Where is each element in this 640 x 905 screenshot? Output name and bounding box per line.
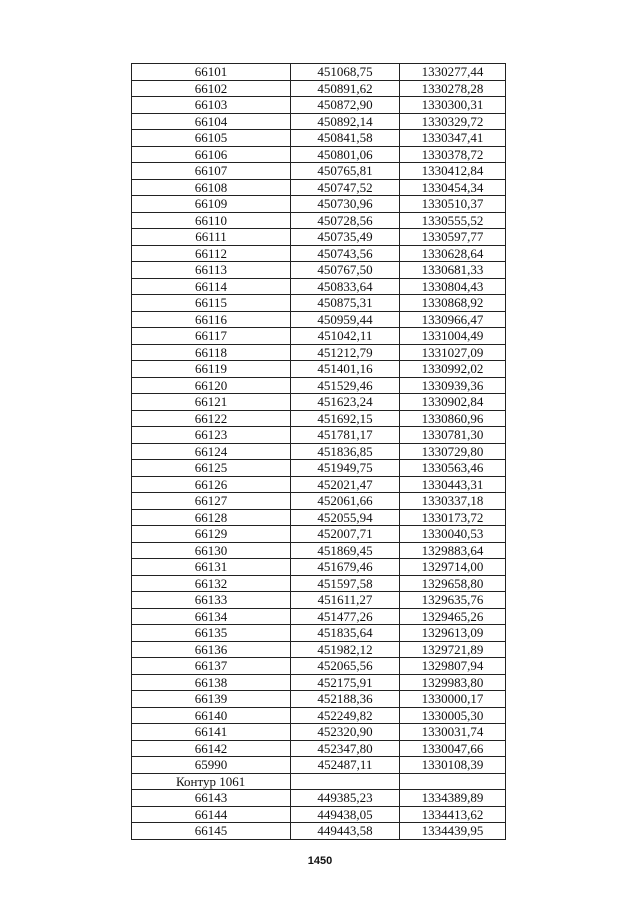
y-coordinate-cell: 1330108,39	[400, 757, 506, 774]
x-coordinate-cell	[291, 773, 400, 790]
table-row	[132, 608, 506, 625]
point-number-cell: 66125	[132, 460, 291, 477]
x-coordinate-cell: 451597,58	[291, 575, 400, 592]
table-row	[132, 311, 506, 328]
y-coordinate-cell: 1330563,46	[400, 460, 506, 477]
table-row	[132, 823, 506, 840]
point-number-cell: 66115	[132, 295, 291, 312]
x-coordinate-cell: 449443,58	[291, 823, 400, 840]
x-coordinate-cell: 450728,56	[291, 212, 400, 229]
point-number-cell: 66124	[132, 443, 291, 460]
point-number-cell: 66121	[132, 394, 291, 411]
y-coordinate-cell: 1330047,66	[400, 740, 506, 757]
y-coordinate-cell: 1331027,09	[400, 344, 506, 361]
point-number-cell: 66116	[132, 311, 291, 328]
y-coordinate-cell: 1329658,80	[400, 575, 506, 592]
y-coordinate-cell: 1330000,17	[400, 691, 506, 708]
table-row	[132, 113, 506, 130]
y-coordinate-cell: 1330173,72	[400, 509, 506, 526]
table-row	[132, 707, 506, 724]
table-row	[132, 410, 506, 427]
point-number-cell: 66110	[132, 212, 291, 229]
y-coordinate-cell: 1330510,37	[400, 196, 506, 213]
x-coordinate-cell: 452320,90	[291, 724, 400, 741]
x-coordinate-cell: 452065,56	[291, 658, 400, 675]
table-row	[132, 328, 506, 345]
table-row	[132, 740, 506, 757]
x-coordinate-cell: 450833,64	[291, 278, 400, 295]
y-coordinate-cell: 1330378,72	[400, 146, 506, 163]
table-row	[132, 460, 506, 477]
x-coordinate-cell: 451836,85	[291, 443, 400, 460]
point-number-cell: 66143	[132, 790, 291, 807]
point-number-cell: 66123	[132, 427, 291, 444]
table-row	[132, 658, 506, 675]
y-coordinate-cell: 1329721,89	[400, 641, 506, 658]
y-coordinate-cell: 1330992,02	[400, 361, 506, 378]
y-coordinate-cell: 1330804,43	[400, 278, 506, 295]
table-row	[132, 394, 506, 411]
y-coordinate-cell: 1330597,77	[400, 229, 506, 246]
table-row	[132, 163, 506, 180]
point-number-cell: 66101	[132, 64, 291, 81]
x-coordinate-cell: 452055,94	[291, 509, 400, 526]
y-coordinate-cell: 1330729,80	[400, 443, 506, 460]
point-number-cell: 66136	[132, 641, 291, 658]
point-number-cell: 66113	[132, 262, 291, 279]
x-coordinate-cell: 451477,26	[291, 608, 400, 625]
section-label-cell: Контур 1061	[132, 773, 291, 790]
table-row	[132, 559, 506, 576]
y-coordinate-cell: 1330443,31	[400, 476, 506, 493]
x-coordinate-cell: 450801,06	[291, 146, 400, 163]
y-coordinate-cell: 1330412,84	[400, 163, 506, 180]
y-coordinate-cell: 1330337,18	[400, 493, 506, 510]
y-coordinate-cell: 1330860,96	[400, 410, 506, 427]
table-row	[132, 97, 506, 114]
x-coordinate-cell: 450747,52	[291, 179, 400, 196]
point-number-cell: 66119	[132, 361, 291, 378]
point-number-cell: 66139	[132, 691, 291, 708]
x-coordinate-cell: 452061,66	[291, 493, 400, 510]
point-number-cell: 66107	[132, 163, 291, 180]
x-coordinate-cell: 449385,23	[291, 790, 400, 807]
page-number: 1450	[307, 855, 333, 867]
table-row	[132, 361, 506, 378]
point-number-cell: 66131	[132, 559, 291, 576]
y-coordinate-cell: 1330966,47	[400, 311, 506, 328]
point-number-cell: 66133	[132, 592, 291, 609]
y-coordinate-cell: 1334439,95	[400, 823, 506, 840]
x-coordinate-cell: 451692,15	[291, 410, 400, 427]
point-number-cell: 66114	[132, 278, 291, 295]
table-row	[132, 592, 506, 609]
x-coordinate-cell: 451781,17	[291, 427, 400, 444]
point-number-cell: 66120	[132, 377, 291, 394]
y-coordinate-cell: 1330681,33	[400, 262, 506, 279]
x-coordinate-cell: 451679,46	[291, 559, 400, 576]
table-row	[132, 344, 506, 361]
point-number-cell: 66109	[132, 196, 291, 213]
y-coordinate-cell: 1330902,84	[400, 394, 506, 411]
table-row	[132, 509, 506, 526]
point-number-cell: 66134	[132, 608, 291, 625]
y-coordinate-cell: 1330555,52	[400, 212, 506, 229]
y-coordinate-cell: 1331004,49	[400, 328, 506, 345]
x-coordinate-cell: 450875,31	[291, 295, 400, 312]
y-coordinate-cell: 1330005,30	[400, 707, 506, 724]
point-number-cell: 66105	[132, 130, 291, 147]
table-row	[132, 130, 506, 147]
x-coordinate-cell: 452347,80	[291, 740, 400, 757]
point-number-cell: 66140	[132, 707, 291, 724]
table-row	[132, 493, 506, 510]
table-row	[132, 641, 506, 658]
point-number-cell: 66122	[132, 410, 291, 427]
point-number-cell: 66132	[132, 575, 291, 592]
table-row	[132, 724, 506, 741]
coordinates-table	[131, 63, 506, 840]
point-number-cell: 66135	[132, 625, 291, 642]
x-coordinate-cell: 451068,75	[291, 64, 400, 81]
point-number-cell: 66128	[132, 509, 291, 526]
y-coordinate-cell: 1329465,26	[400, 608, 506, 625]
coordinates-table-body	[132, 64, 506, 840]
point-number-cell: 66142	[132, 740, 291, 757]
x-coordinate-cell: 451611,27	[291, 592, 400, 609]
x-coordinate-cell: 451623,24	[291, 394, 400, 411]
point-number-cell: 66145	[132, 823, 291, 840]
table-row	[132, 427, 506, 444]
table-row	[132, 80, 506, 97]
x-coordinate-cell: 451982,12	[291, 641, 400, 658]
y-coordinate-cell: 1330278,28	[400, 80, 506, 97]
table-row	[132, 278, 506, 295]
table-row	[132, 806, 506, 823]
x-coordinate-cell: 451949,75	[291, 460, 400, 477]
y-coordinate-cell: 1330031,74	[400, 724, 506, 741]
x-coordinate-cell: 450841,58	[291, 130, 400, 147]
table-row	[132, 179, 506, 196]
table-row	[132, 575, 506, 592]
point-number-cell: 66106	[132, 146, 291, 163]
x-coordinate-cell: 452249,82	[291, 707, 400, 724]
table-row	[132, 790, 506, 807]
point-number-cell: 66127	[132, 493, 291, 510]
x-coordinate-cell: 451529,46	[291, 377, 400, 394]
x-coordinate-cell: 451212,79	[291, 344, 400, 361]
table-row	[132, 196, 506, 213]
y-coordinate-cell	[400, 773, 506, 790]
table-row	[132, 212, 506, 229]
table-row	[132, 64, 506, 81]
point-number-cell: 66130	[132, 542, 291, 559]
y-coordinate-cell: 1330300,31	[400, 97, 506, 114]
table-row	[132, 262, 506, 279]
x-coordinate-cell: 452021,47	[291, 476, 400, 493]
x-coordinate-cell: 451401,16	[291, 361, 400, 378]
y-coordinate-cell: 1329883,64	[400, 542, 506, 559]
y-coordinate-cell: 1329983,80	[400, 674, 506, 691]
x-coordinate-cell: 450765,81	[291, 163, 400, 180]
y-coordinate-cell: 1330939,36	[400, 377, 506, 394]
y-coordinate-cell: 1330329,72	[400, 113, 506, 130]
table-row	[132, 674, 506, 691]
point-number-cell: 66118	[132, 344, 291, 361]
y-coordinate-cell: 1330628,64	[400, 245, 506, 262]
y-coordinate-cell: 1329714,00	[400, 559, 506, 576]
table-row	[132, 625, 506, 642]
table-row	[132, 526, 506, 543]
table-row	[132, 757, 506, 774]
point-number-cell: 66126	[132, 476, 291, 493]
y-coordinate-cell: 1330040,53	[400, 526, 506, 543]
table-row	[132, 377, 506, 394]
point-number-cell: 66137	[132, 658, 291, 675]
y-coordinate-cell: 1330868,92	[400, 295, 506, 312]
point-number-cell: 66104	[132, 113, 291, 130]
y-coordinate-cell: 1330781,30	[400, 427, 506, 444]
x-coordinate-cell: 450891,62	[291, 80, 400, 97]
point-number-cell: 66117	[132, 328, 291, 345]
x-coordinate-cell: 452175,91	[291, 674, 400, 691]
point-number-cell: 66129	[132, 526, 291, 543]
y-coordinate-cell: 1330454,34	[400, 179, 506, 196]
table-row	[132, 229, 506, 246]
x-coordinate-cell: 450730,96	[291, 196, 400, 213]
point-number-cell: 66108	[132, 179, 291, 196]
point-number-cell: 66103	[132, 97, 291, 114]
point-number-cell: 66112	[132, 245, 291, 262]
y-coordinate-cell: 1334413,62	[400, 806, 506, 823]
table-row	[132, 295, 506, 312]
table-row	[132, 245, 506, 262]
y-coordinate-cell: 1329613,09	[400, 625, 506, 642]
x-coordinate-cell: 450959,44	[291, 311, 400, 328]
x-coordinate-cell: 450872,90	[291, 97, 400, 114]
x-coordinate-cell: 452007,71	[291, 526, 400, 543]
x-coordinate-cell: 451042,11	[291, 328, 400, 345]
x-coordinate-cell: 450743,56	[291, 245, 400, 262]
x-coordinate-cell: 451869,45	[291, 542, 400, 559]
y-coordinate-cell: 1329635,76	[400, 592, 506, 609]
table-row	[132, 146, 506, 163]
x-coordinate-cell: 452487,11	[291, 757, 400, 774]
point-number-cell: 66141	[132, 724, 291, 741]
table-row	[132, 542, 506, 559]
y-coordinate-cell: 1329807,94	[400, 658, 506, 675]
x-coordinate-cell: 452188,36	[291, 691, 400, 708]
x-coordinate-cell: 449438,05	[291, 806, 400, 823]
point-number-cell: 66102	[132, 80, 291, 97]
y-coordinate-cell: 1330277,44	[400, 64, 506, 81]
point-number-cell: 66138	[132, 674, 291, 691]
table-row	[132, 476, 506, 493]
table-row	[132, 691, 506, 708]
y-coordinate-cell: 1330347,41	[400, 130, 506, 147]
x-coordinate-cell: 450735,49	[291, 229, 400, 246]
y-coordinate-cell: 1334389,89	[400, 790, 506, 807]
x-coordinate-cell: 451835,64	[291, 625, 400, 642]
section-header-row	[132, 773, 506, 790]
point-number-cell: 66111	[132, 229, 291, 246]
x-coordinate-cell: 450892,14	[291, 113, 400, 130]
point-number-cell: 66144	[132, 806, 291, 823]
x-coordinate-cell: 450767,50	[291, 262, 400, 279]
point-number-cell: 65990	[132, 757, 291, 774]
table-row	[132, 443, 506, 460]
